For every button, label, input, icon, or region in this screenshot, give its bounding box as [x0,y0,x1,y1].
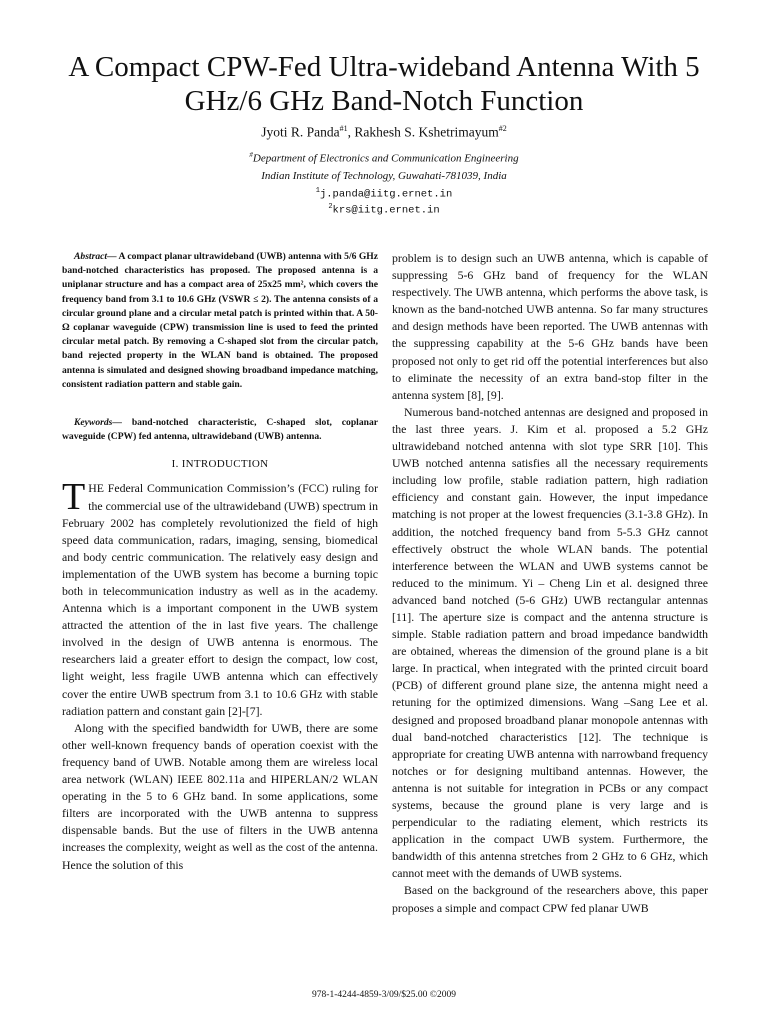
author-1: Jyoti R. Panda [261,124,340,140]
email-2[interactable]: $^2$krs@iitg.ernet.in [328,203,440,217]
right-paragraph-2: Numerous band-notched antennas are designed and proposed in the last three years. J. Kim et al. proposed a 5.2 GHz ultrawideband notched antenna with slot type SRR [10]. This UWB notched antenna satisfies all the necessary requirements including low profile, stable radiation pattern, high radiation efficiency and constant gain. However, the input impedance matching is not proper at the lowest frequencies (3.1-3.8 GHz). In addition, the notched frequency band from 5-5.3 GHz cannot effectively obstruct the whole WLAN bands. The potential interference between the WLAN and UWB systems cannot be reduced to the minimum. Yi – Cheng Lin et al. designed three advanced band notched (5-6 GHz) UWB rectangular antennas [11]. The aperture size is compact and the antenna structure is simple. Stable radiation pattern and broad impedance bandwidth are obtained, whereas the dimension of the ground plane is a bit large. In practical, when integrated with the printed circuit board (PCB) of different ground plane size, the antenna might need a retuning for the optimized dimensions. Wang –Sang Lee et al. designed and proposed broadband planar monopole antennas with dual band-notched characteristics [12]. The technique is appropriate for creating UWB antenna with narrowband frequency notches or for designing multiband antennas. However, the antenna is not suitable for integration in PCBs or any compact systems, because the ground plane is very large and is perpendicular to the radiating element, which restricts its application in the compact UWB system. Furthermore, the bandwidth of this antenna stretches from 2 GHz to 6 GHz, which cannot meet with the demands of UWB systems. [392,404,708,881]
title-line-2: GHz/6 GHz Band-Notch Function [184,85,584,117]
author-line [0,124,768,141]
keywords-label: Keywords— [74,417,122,429]
author-separator: , [347,124,355,140]
author-2-mark: #2 [498,124,507,133]
affiliation-mark: # [249,151,253,159]
author-1-mark: #1 [339,124,348,133]
right-paragraph-3: Based on the background of the researchers above, this paper proposes a simple and compact CPW fed planar UWB [392,883,708,915]
author-2: Rakhesh S. Kshetrimayum [354,124,499,140]
title-line-1: A Compact CPW-Fed Ultra-wideband Antenna With 5 [68,51,700,83]
drop-cap: T [62,476,86,519]
abstract [62,250,378,392]
left-column [62,250,378,874]
affiliation-department: #Department of Electronics and Communication Engineering [249,151,519,165]
paper-title [20,50,748,118]
intro-paragraph-2: Along with the specified bandwidth for UWB, there are some other well-known frequency bands of operation coexist with the frequency band of UWB. Notable among them are wireless local area network (WLAN) IEEE 802.11a and HIPERLAN/2 WLAN operating in the 5 to 6 GHz band. In some applications, some filters are incorporated with the UWB antenna to suppress dispensable bands. But the use of filters in the UWB antenna increases the complexity, weight as well as the cost of the antenna. Hence the solution of this [62,720,378,872]
abstract-label: Abstract— [74,251,117,262]
page-footer: 978-1-4244-4859-3/09/$25.00 ©2009 [312,990,456,1000]
intro-paragraph-1: THE Federal Communication Commission’s (FCC) ruling for the commercial use of the ultrawideband (UWB) spectrum in February 2002 has completely revolutionized the field of high speed data communication, radars, imaging, sensing, biomedical and body centric communication. The relatively easy design and implementation of the UWB system has become a burning topic both in telecommunication industry as well as in the academy. Antenna which is a important component in the UWB system attracted the attention of the in last five years. The challenge involved in the design of UWB antenna is enormous. The researchers laid a greater effort to design the compact, low cost, light weight, less fragile UWB antenna which can effectively cover the entire UWB spectrum from 3.1 to 10.6 GHz with stable radiation pattern and constant gain [2]-[7]. [62,476,378,718]
keywords [62,416,378,444]
affiliation-institute: Indian Institute of Technology, Guwahati-781039, India [261,170,507,182]
section-heading-introduction: I. INTRODUCTION [171,458,269,471]
keywords-text: band-notched characteristic, C-shaped slot, coplanar waveguide (CPW) fed antenna, ultrawideband (UWB) antenna. [62,417,379,443]
right-column [392,250,708,917]
abstract-text: A compact planar ultrawideband (UWB) antenna with 5/6 GHz band-notched characteristics has proposed. The proposed antenna is a uniplanar structure and has a compact area of 25x25 mm², which covers the frequency band from 3.1 to 10.6 GHz (VSWR ≤ 2). The antenna consists of a circular ground plane and a circular metal patch is printed within that. A 50-Ω coplanar waveguide (CPW) transmission line is used to feed the printed circular metal patch. By removing a C-shaped slot from the circular patch, band rejected property in the WLAN band is obtained. The proposed antenna is simulated and designed showing broadband impedance matching, consistent radiation pattern and stable gain. [62,251,379,390]
right-paragraph-1: problem is to design such an UWB antenna, which is capable of suppressing 5-6 GHz band of frequency for the WLAN respectively. The UWB antenna, which performs the above task, is known as the band-notched UWB antenna. So far many structures and design methods have been reported. The UWB antennas with the suppressing capability at the 5-6 GHz bands have been proposed not only to get rid off the potential interferences but also to eliminate the necessity of an extra band-stop filter in the antenna system [8], [9]. [392,251,708,402]
email-1[interactable]: $^1$j.panda@iitg.ernet.in [315,187,453,201]
